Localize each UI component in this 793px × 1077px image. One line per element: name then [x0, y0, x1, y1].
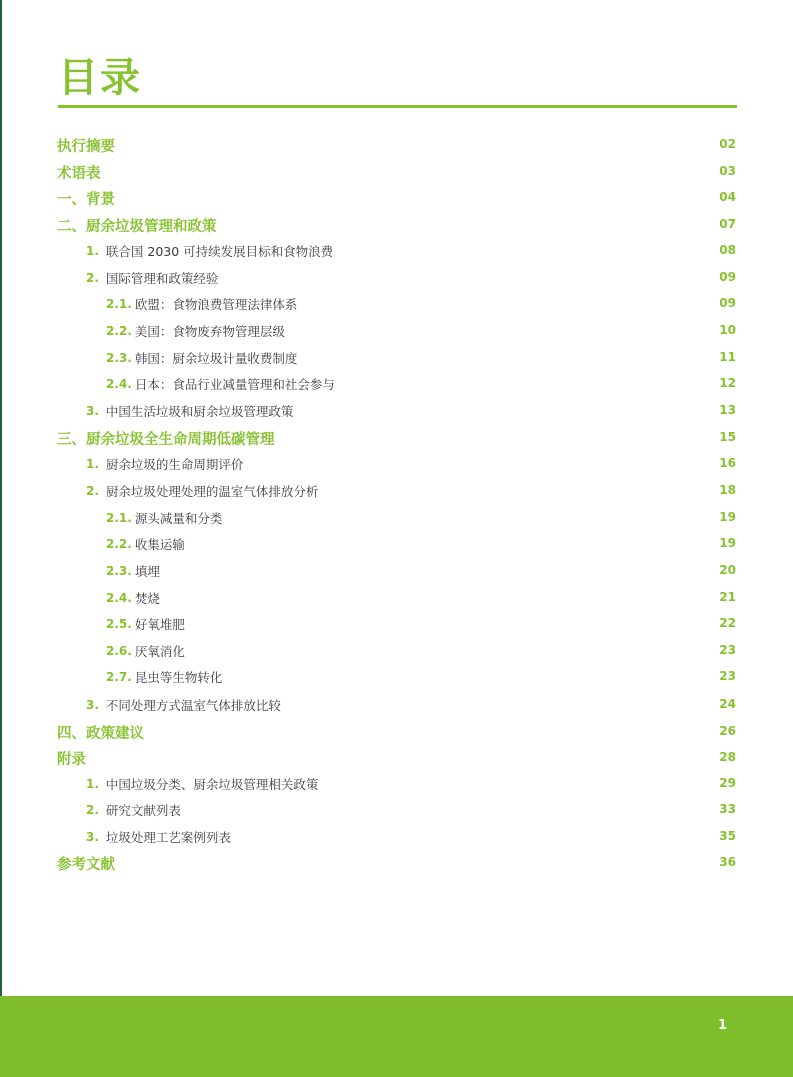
toc-entry-page: 19: [719, 510, 736, 524]
toc-entry-number: 1.: [86, 777, 99, 791]
toc-entry-number: 1.: [86, 457, 99, 471]
toc-entry-page: 16: [719, 456, 736, 470]
toc-entry[interactable]: [0, 292, 793, 316]
toc-entry-number: 3.: [86, 698, 99, 712]
toc-entry-page: 09: [719, 270, 736, 284]
toc-entry-page: 18: [719, 483, 736, 497]
toc-entry-number: 2.: [86, 803, 99, 817]
toc-entry-label: 执行摘要: [57, 138, 115, 155]
toc-entry[interactable]: [0, 720, 793, 744]
toc-entry-page: 36: [719, 855, 736, 869]
toc-entry-page: 09: [719, 296, 736, 310]
toc-entry-number: 3.: [86, 404, 99, 418]
toc-entry-page: 04: [719, 190, 736, 204]
toc-entry-label: 填埋: [134, 564, 160, 579]
toc-entry-page: 33: [719, 802, 736, 816]
toc-entry-number: 2.1.: [106, 297, 132, 311]
title-divider: [58, 105, 737, 108]
toc-entry-number: 2.: [86, 484, 99, 498]
toc-entry[interactable]: [0, 186, 793, 210]
toc-entry-page: 23: [719, 643, 736, 657]
footer-band: [0, 996, 793, 1077]
toc-entry-label: 厨余垃圾的生命周期评价: [105, 457, 244, 472]
toc-entry-label: 韩国：厨余垃圾计量收费制度: [134, 351, 298, 366]
toc-entry-page: 28: [719, 750, 736, 764]
toc-entry-label: 好氧堆肥: [134, 617, 185, 632]
toc-entry-number: 3.: [86, 830, 99, 844]
toc-entry-number: 2.5.: [106, 617, 132, 631]
toc-entry-page: 02: [719, 137, 736, 151]
toc-entry-label: 研究文献列表: [105, 803, 181, 818]
toc-entry-page: 03: [719, 164, 736, 178]
toc-entry-number: 2.2.: [106, 324, 132, 338]
toc-entry-label: 欧盟：食物浪费管理法律体系: [134, 297, 298, 312]
toc-entry-page: 22: [719, 616, 736, 630]
toc-entry-page: 24: [719, 697, 736, 711]
toc-entry-label: 三、厨余垃圾全生命周期低碳管理: [57, 431, 275, 448]
toc-entry-number: 2.2.: [106, 537, 132, 551]
toc-entry-label: 中国生活垃圾和厨余垃圾管理政策: [105, 404, 294, 419]
toc-entry[interactable]: [0, 665, 793, 689]
toc-entry-page: 13: [719, 403, 736, 417]
toc-entry[interactable]: [0, 772, 793, 796]
toc-entry-label: 四、政策建议: [57, 725, 144, 742]
toc-entry[interactable]: [0, 346, 793, 370]
toc-entry[interactable]: [0, 160, 793, 184]
toc-entry-label: 昆虫等生物转化: [134, 670, 223, 685]
toc-entry-label: 不同处理方式温室气体排放比较: [105, 698, 281, 713]
toc-entry[interactable]: [0, 213, 793, 237]
toc-entry[interactable]: [0, 851, 793, 875]
page-number: 1: [717, 1018, 727, 1033]
toc-entry-page: 20: [719, 563, 736, 577]
toc-entry-page: 29: [719, 776, 736, 790]
toc-entry-number: 2.6.: [106, 644, 132, 658]
toc-entry-page: 19: [719, 536, 736, 550]
toc-entry-number: 2.: [86, 271, 99, 285]
toc-entry-label: 收集运输: [134, 537, 185, 552]
toc-entry[interactable]: [0, 612, 793, 636]
toc-entry-number: 2.3.: [106, 564, 132, 578]
toc-entry[interactable]: [0, 639, 793, 663]
toc-entry[interactable]: [0, 452, 793, 476]
toc-entry[interactable]: [0, 319, 793, 343]
toc-entry[interactable]: [0, 532, 793, 556]
toc-entry-page: 10: [719, 323, 736, 337]
toc-entry-page: 26: [719, 724, 736, 738]
toc-entry-label: 中国垃圾分类、厨余垃圾管理相关政策: [105, 777, 319, 792]
page-title: 目录: [58, 55, 142, 101]
toc-entry[interactable]: [0, 506, 793, 530]
toc-entry[interactable]: [0, 239, 793, 263]
toc-entry-page: 08: [719, 243, 736, 257]
toc-entry-label: 日本：食品行业减量管理和社会参与: [134, 377, 335, 392]
toc-entry-number: 2.4.: [106, 377, 132, 391]
toc-entry-number: 2.4.: [106, 591, 132, 605]
toc-entry[interactable]: [0, 372, 793, 396]
toc-entry[interactable]: [0, 426, 793, 450]
toc-entry-label: 附录: [57, 751, 86, 768]
toc-entry[interactable]: [0, 399, 793, 423]
toc-entry-page: 07: [719, 217, 736, 231]
toc-entry-label: 焚烧: [134, 591, 160, 606]
toc-entry[interactable]: [0, 559, 793, 583]
toc-entry-number: 1.: [86, 244, 99, 258]
toc-entry[interactable]: [0, 693, 793, 717]
toc-entry[interactable]: [0, 746, 793, 770]
toc-entry[interactable]: [0, 798, 793, 822]
toc-entry[interactable]: [0, 133, 793, 157]
toc-entry-number: 2.3.: [106, 351, 132, 365]
toc-entry-label: 垃圾处理工艺案例列表: [105, 830, 231, 845]
toc-entry-page: 15: [719, 430, 736, 444]
toc-entry[interactable]: [0, 266, 793, 290]
toc-entry-label: 国际管理和政策经验: [105, 271, 219, 286]
toc-entry-page: 35: [719, 829, 736, 843]
toc-entry-label: 一、背景: [57, 191, 115, 208]
toc-entry-page: 23: [719, 669, 736, 683]
toc-entry-label: 参考文献: [57, 856, 115, 873]
toc-entry-label: 术语表: [57, 165, 101, 182]
toc-entry-number: 2.1.: [106, 511, 132, 525]
toc-entry-number: 2.7.: [106, 670, 132, 684]
toc-entry-label: 源头减量和分类: [134, 511, 223, 526]
toc-entry[interactable]: [0, 479, 793, 503]
toc-entry[interactable]: [0, 825, 793, 849]
toc-entry-label: 厌氧消化: [134, 644, 185, 659]
toc-entry[interactable]: [0, 586, 793, 610]
toc-entry-label: 美国：食物废弃物管理层级: [134, 324, 285, 339]
toc-entry-page: 12: [719, 376, 736, 390]
toc-entry-label: 厨余垃圾处理处理的温室气体排放分析: [105, 484, 319, 499]
toc-entry-page: 21: [719, 590, 736, 604]
toc-entry-page: 11: [719, 350, 736, 364]
toc-entry-label: 联合国 2030 可持续发展目标和食物浪费: [105, 244, 334, 259]
toc-entry-label: 二、厨余垃圾管理和政策: [57, 218, 217, 235]
